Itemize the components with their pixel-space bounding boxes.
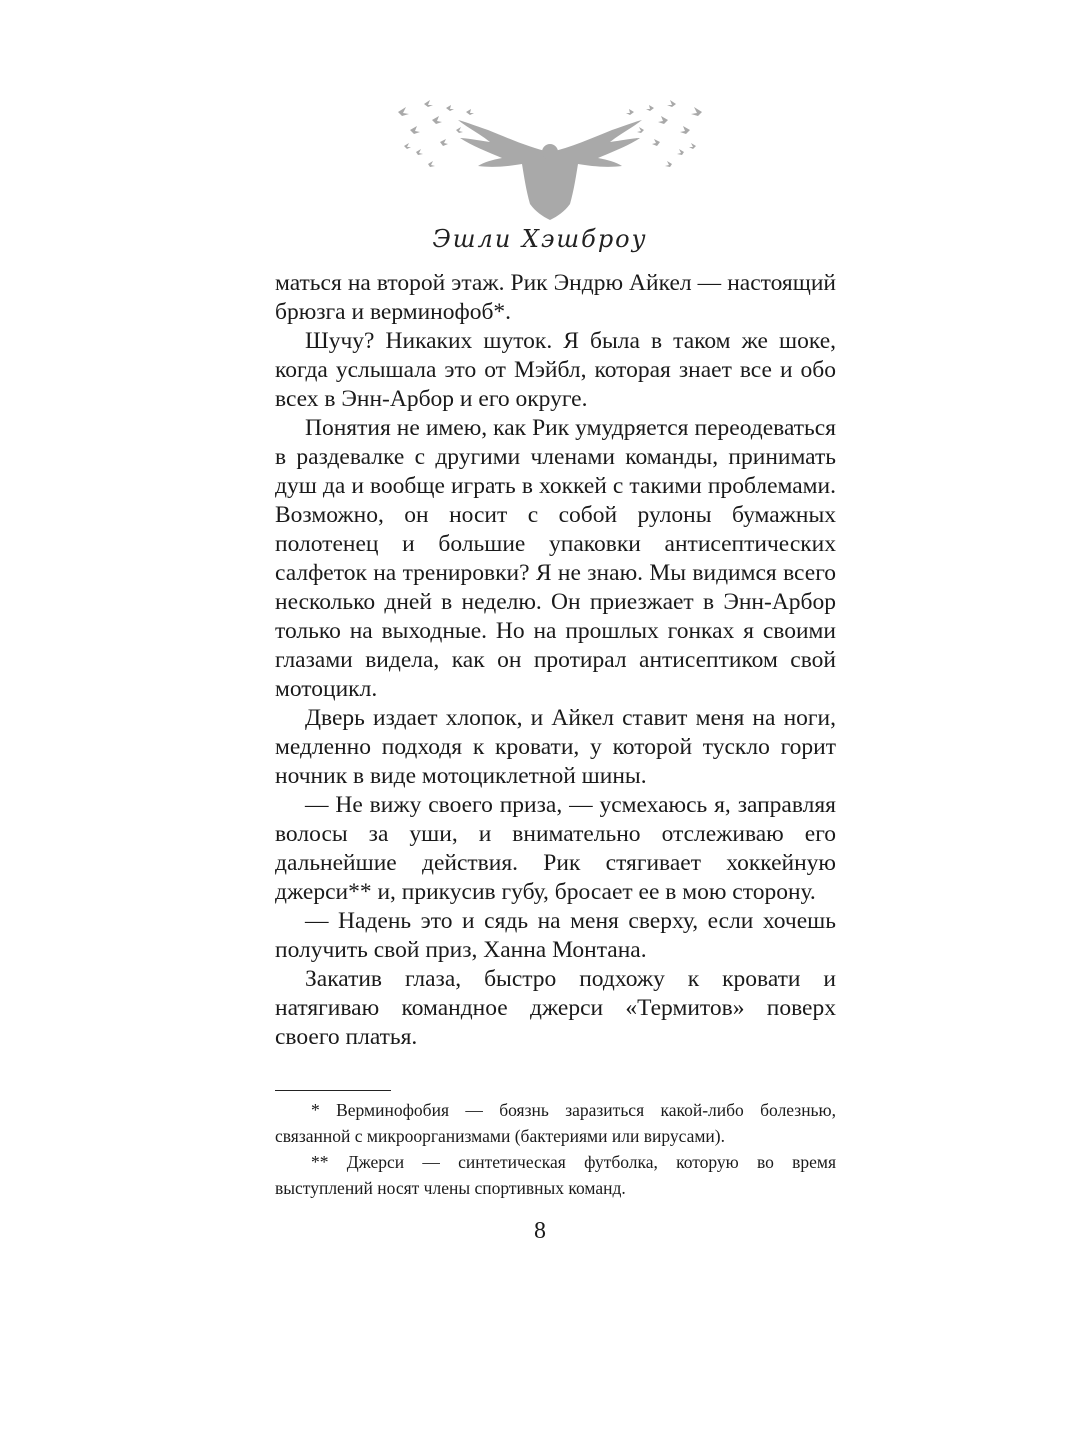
running-header: [0, 90, 1080, 280]
paragraph: Дверь издает хлопок, и Айкел ставит меня на ноги, медленно подходя к кровати, у которой тускло горит ночник в виде мотоциклетной шины.: [275, 705, 836, 789]
footnote: ** Джерси — синтетическая футболка, которую во время выступлений носят члены спортивных команд.: [275, 1152, 836, 1198]
paragraph: — Надень это и сядь на меня сверху, если хочешь получить свой приз, Ханна Монтана.: [275, 908, 836, 963]
paragraph: Шучу? Никаких шуток. Я была в таком же шоке, когда услышала это от Мэйбл, которая знает все и обо всех в Энн-Арбор и его округе.: [275, 328, 836, 412]
eagle-with-birds-icon: [380, 90, 720, 230]
author-name: Эшли Хэшброу: [432, 225, 648, 253]
footnote-divider: [275, 1090, 391, 1091]
paragraph: маться на второй этаж. Рик Эндрю Айкел — настоящий брюзга и верминофоб*.: [275, 270, 836, 325]
body-text: [275, 269, 836, 1052]
paragraph: — Не вижу своего приза, — усмехаюсь я, заправляя волосы за уши, и внимательно отслеживаю его дальнейшие действия. Рик стягивает хоккейную джерси** и, прикусив губу, бросает ее в мою сторону.: [275, 792, 836, 905]
page-number: 8: [534, 1218, 546, 1244]
footnote: * Верминофобия — боязнь заразиться какой-либо болезнью, связанной с микроорганизмами (бактериями или вирусами).: [275, 1100, 836, 1146]
paragraph: Понятия не имею, как Рик умудряется переодеваться в раздевалке с другими членами команды, принимать душ да и вообще играть в хоккей с такими проблемами. Возможно, он носит с собой рулоны бумажных полотенец и большие упаковки антисептических салфеток на тренировки? Я не знаю. Мы видимся всего несколько дней в неделю. Он приезжает в Энн-Арбор только на выходные. Но на прошлых гонках я своими глазами видела, как он протирал антисептиком свой мотоцикл.: [275, 415, 836, 702]
paragraph: Закатив глаза, быстро подхожу к кровати и натягиваю командное джерси «Термитов» поверх своего платья.: [275, 966, 836, 1050]
footnotes: [275, 1097, 836, 1201]
